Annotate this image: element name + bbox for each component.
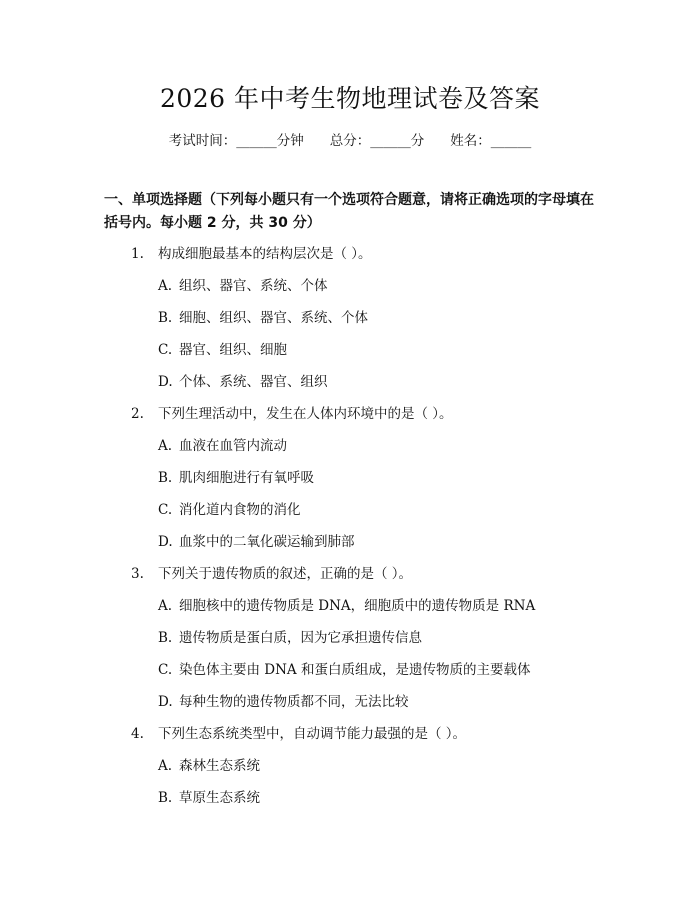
option-letter: C. xyxy=(158,342,173,358)
question-text: 构成细胞最基本的结构层次是（ ）。 xyxy=(158,246,372,262)
student-name-field: 姓名：______ xyxy=(450,133,532,149)
option-letter: D. xyxy=(158,374,173,390)
section-heading-line-1: 一、单项选择题（下列每小题只有一个选项符合题意，请将正确选项的字母填在 xyxy=(104,192,594,208)
option-text: 每种生物的遗传物质都不同，无法比较 xyxy=(179,694,409,710)
option-1b xyxy=(158,308,368,328)
option-text: 草原生态系统 xyxy=(179,790,260,806)
option-text: 细胞、组织、器官、系统、个体 xyxy=(179,310,368,326)
option-letter: C. xyxy=(158,502,173,518)
question-2 xyxy=(131,404,453,424)
exam-time-field: 考试时间：______分钟 xyxy=(168,133,304,149)
option-letter: B. xyxy=(158,790,173,806)
option-1d xyxy=(158,372,328,392)
option-letter: C. xyxy=(158,662,173,678)
option-text: 遗传物质是蛋白质，因为它承担遗传信息 xyxy=(179,630,422,646)
option-3a xyxy=(158,596,535,616)
section-heading-line-2: 括号内。每小题 2 分，共 30 分） xyxy=(104,215,321,231)
option-letter: B. xyxy=(158,470,173,486)
option-letter: D. xyxy=(158,534,173,550)
option-4a xyxy=(158,756,260,776)
option-text: 血液在血管内流动 xyxy=(179,438,287,454)
question-number: 4. xyxy=(131,726,144,742)
option-text: 器官、组织、细胞 xyxy=(179,342,287,358)
option-letter: A. xyxy=(158,438,173,454)
option-1c xyxy=(158,340,287,360)
option-3b xyxy=(158,628,422,648)
question-number: 2. xyxy=(131,406,144,422)
option-text: 个体、系统、器官、组织 xyxy=(179,374,328,390)
total-score-field: 总分：______分 xyxy=(329,133,425,149)
option-text: 肌肉细胞进行有氧呼吸 xyxy=(179,470,314,486)
question-number: 1. xyxy=(131,246,144,262)
option-2a xyxy=(158,436,287,456)
question-text: 下列生理活动中，发生在人体内环境中的是（ ）。 xyxy=(158,406,453,422)
option-letter: B. xyxy=(158,630,173,646)
option-2c xyxy=(158,500,301,520)
option-text: 染色体主要由 DNA 和蛋白质组成，是遗传物质的主要载体 xyxy=(179,662,531,678)
option-letter: A. xyxy=(158,278,173,294)
option-2b xyxy=(158,468,314,488)
question-number: 3. xyxy=(131,566,144,582)
option-3d xyxy=(158,692,409,712)
option-text: 森林生态系统 xyxy=(179,758,260,774)
option-letter: B. xyxy=(158,310,173,326)
option-2d xyxy=(158,532,355,552)
exam-info-line xyxy=(0,131,700,151)
question-text: 下列关于遗传物质的叙述，正确的是（ ）。 xyxy=(158,566,413,582)
option-letter: A. xyxy=(158,758,173,774)
option-text: 消化道内食物的消化 xyxy=(179,502,301,518)
option-letter: A. xyxy=(158,598,173,614)
question-1 xyxy=(131,244,372,264)
section-heading xyxy=(104,189,604,235)
option-text: 血浆中的二氧化碳运输到肺部 xyxy=(179,534,355,550)
option-text: 组织、器官、系统、个体 xyxy=(179,278,328,294)
option-4b xyxy=(158,788,260,808)
question-4 xyxy=(131,724,466,744)
option-letter: D. xyxy=(158,694,173,710)
option-1a xyxy=(158,276,328,296)
question-text: 下列生态系统类型中，自动调节能力最强的是（ ）。 xyxy=(158,726,467,742)
option-3c xyxy=(158,660,530,680)
option-text: 细胞核中的遗传物质是 DNA，细胞质中的遗传物质是 RNA xyxy=(179,598,536,614)
question-3 xyxy=(131,564,412,584)
page-title: 2026 年中考生物地理试卷及答案 xyxy=(159,84,541,113)
